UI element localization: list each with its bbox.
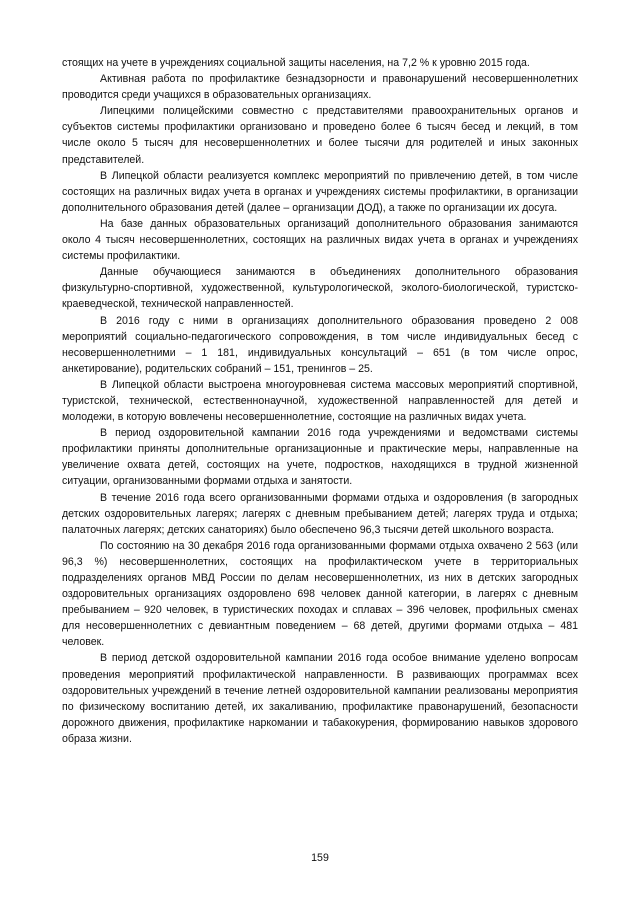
paragraph: Липецкими полицейскими совместно с представителями правоохранительных органов и субъектов системы профилактики организовано и проведено более 6 тысяч бесед и лекций, в том числе около 5 тысяч для несовершеннолетних и более тысячи для родителей и иных законных представителей. [62,105,578,166]
paragraph: В период оздоровительной кампании 2016 года учреждениями и ведомствами системы профилактики приняты дополнительные организационные и практические меры, направленные на увеличение охвата детей, состоящих на учете, подростков, находящихся в трудной жизненной ситуации, организованными формами отдыха и занятости. [62,427,578,488]
paragraph: Активная работа по профилактике безнадзорности и правонарушений несовершеннолетних проводится среди учащихся в образовательных организациях. [62,73,578,102]
page-number: 159 [311,852,329,864]
paragraph: В 2016 году с ними в организациях дополнительного образования проведено 2 008 мероприятий социально-педагогического сопровождения, в том числе индивидуальных бесед с несовершеннолетними – 1 181, индивидуальных консультаций – 651 (в том числе опрос, анкетирование), родительских собраний – 151, тренингов – 25. [62,314,578,375]
paragraph: По состоянию на 30 декабря 2016 года организованными формами отдыха охвачено 2 563 (или 96,3 %) несовершеннолетних, состоящих на профилактическом учете в территориальных подразделениях органов МВД России по делам несовершеннолетних, из них в детских загородных оздоровительных организациях оздоровлено 698 человек данной категории, в лагерях с дневным пребыванием – 920 человек, в туристических походах и сплавах – 396 человек, профильных сменах для несовершеннолетних с девиантным поведением – 68 детей, другими формами отдыха – 481 человек. [62,539,578,649]
paragraph: В Липецкой области реализуется комплекс мероприятий по привлечению детей, в том числе состоящих на различных видах учета в органах и учреждениях системы профилактики, в организации дополнительного образования детей (далее – организации ДОД), а также по организации их досуга. [62,169,578,214]
paragraph: В Липецкой области выстроена многоуровневая система массовых мероприятий спортивной, туристской, технической, естественнонаучной, художественной направленностей для детей и молодежи, в которую вовлечены несовершеннолетние, состоящие на различных видах учета. [62,378,578,424]
page-body [62,55,578,747]
paragraph: В течение 2016 года всего организованными формами отдыха и оздоровления (в загородных детских оздоровительных лагерях; лагерях с дневным пребыванием детей; лагерях труда и отдыха; палаточных лагерях; детских санаториях) было обеспечено 96,3 тысячи детей школьного возраста. [62,491,578,536]
paragraph: В период детской оздоровительной кампании 2016 года особое внимание уделено вопросам проведения мероприятий профилактической направленности. В развивающих программах всех оздоровительных учреждений в течение летней оздоровительной кампании реализованы мероприятия по физическому воспитанию детей, их закаливанию, профилактике правонарушений, безопасности дорожного движения, профилактике наркомании и табакокурения, формированию навыков здорового образа жизни. [62,652,578,745]
paragraph-continuation: стоящих на учете в учреждениях социальной защиты населения, на 7,2 % к уровню 2015 года. [62,57,530,69]
paragraph: На базе данных образовательных организаций дополнительного образования занимаются около 4 тысяч несовершеннолетних, состоящих на различных видах учета в органах и учреждениях системы профилактики. [62,217,578,263]
paragraph: Данные обучающиеся занимаются в объединениях дополнительного образования физкультурно-спортивной, художественной, культурологической, эколого-биологической, туристско-краеведческой, технической направленностей. [62,266,578,311]
